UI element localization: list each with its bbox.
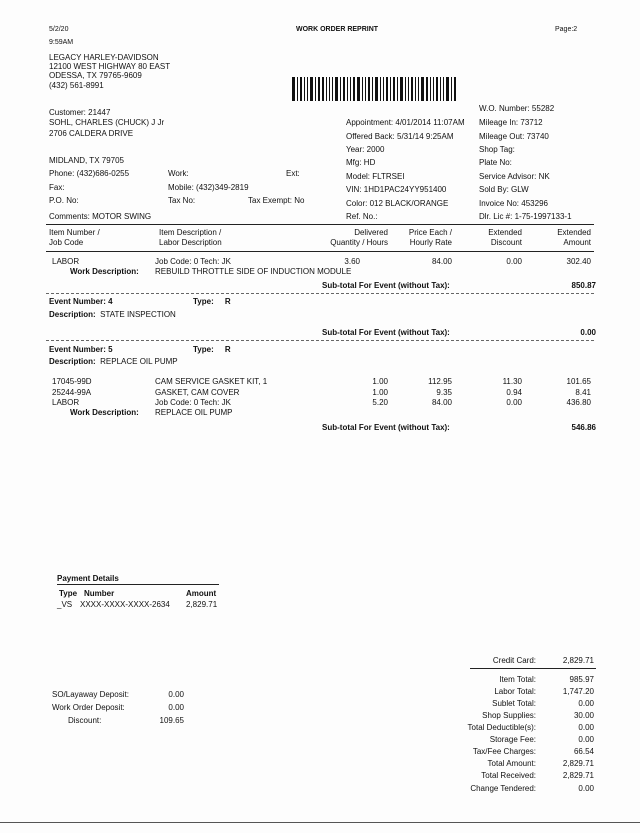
barcode-bar [408,77,409,101]
barcode-bar [357,77,360,101]
fax-label: Fax: [49,183,65,192]
subtotal-label: Sub-total For Event (without Tax): [322,328,450,337]
event-4-top-rule [46,293,594,294]
sold-label: Sold By: [479,185,509,194]
vin-label: VIN: [346,185,362,194]
wo-deposit-label: Work Order Deposit: [52,703,125,712]
event-number-label: Event Number: [49,297,106,306]
customer-city: MIDLAND, TX 79705 [49,156,124,165]
year-label: Year: [346,145,365,154]
advisor-value: NK [538,172,550,181]
col-ext-discount-2: Discount [490,238,522,247]
total-value: 2,829.71 [562,771,594,780]
col-qty-hours: Quantity / Hours [330,238,388,247]
layaway-value: 0.00 [168,690,184,699]
event-number-value: 5 [108,345,113,354]
model-value: FLTRSEI [372,172,405,181]
barcode-bar [332,77,333,101]
row-desc: CAM SERVICE GASKET KIT, 1 [155,377,268,386]
barcode-bar [310,77,313,101]
col-labor-desc: Labor Description [159,238,222,247]
barcode-bar [418,77,419,101]
year-value: 2000 [366,145,385,154]
total-label: Change Tendered: [470,784,536,793]
col-price-each: Price Each / [408,228,452,237]
total-value: 0.00 [578,723,594,732]
discount-value: 109.65 [159,716,184,725]
credit-card-value: 2,829.71 [562,656,594,665]
payment-type-label: Type [59,589,78,598]
invoice-label: Invoice No: [479,199,520,208]
barcode-bar [421,77,424,101]
type-value: R [224,297,231,306]
wo-label: W.O. Number: [479,104,530,113]
ext-label: Ext: [286,169,300,178]
total-value: 66.54 [573,747,594,756]
barcode-bar [347,77,348,101]
advisor-label: Service Advisor: [479,172,537,181]
barcode-bar [350,77,351,101]
barcode-bar [375,77,378,101]
dealer-name: LEGACY HARLEY-DAVIDSON [49,53,159,62]
row-discount: 11.30 [502,377,522,386]
payment-amount: 2,829.71 [186,600,218,609]
work-label: Work: [168,169,189,178]
row-desc: Job Code: 0 Tech: JK [155,398,231,407]
header-top-rule [46,224,594,225]
type-label: Type: [193,345,214,354]
row-price: 84.00 [431,257,452,266]
customer-phone: (432)686-0255 [76,169,130,178]
barcode-bar [440,77,441,101]
ref-label: Ref. No.: [346,212,378,221]
total-value: 2,829.71 [562,759,594,768]
dealer-address1: 12100 WEST HIGHWAY 80 EAST [49,62,171,71]
barcode-bar [297,77,298,101]
total-value: 30.00 [573,711,594,720]
customer-street: 2706 CALDERA DRIVE [49,129,134,138]
barcode-bar [335,77,338,101]
barcode-bar [304,77,305,101]
barcode-bar [430,77,431,101]
col-ext-discount-1: Extended [488,228,522,237]
mileage-out-label: Mileage Out: [479,132,525,141]
row-qty: 3.60 [344,257,360,266]
row-desc: GASKET, CAM COVER [155,388,240,397]
plate-label: Plate No: [479,158,512,167]
page-number: Page:2 [555,26,578,33]
mileage-out-value: 73740 [526,132,549,141]
totals-rule [470,668,596,669]
barcode-graphic [292,77,472,101]
row-item: LABOR [52,398,80,407]
barcode-bar [405,77,406,101]
total-label: Total Amount: [487,759,536,768]
po-label: P.O. No: [49,196,79,205]
row-price: 9.35 [436,388,452,397]
total-label: Labor Total: [494,687,536,696]
barcode-bar [400,77,403,101]
col-item-number: Item Number / [49,228,100,237]
row-price: 84.00 [431,398,452,407]
col-ext-amount-1: Extended [557,228,591,237]
barcode-bar [454,77,456,101]
payment-number-label: Number [84,589,115,598]
total-label: Storage Fee: [489,735,536,744]
row-item: 17045-99D [52,377,92,386]
row-item: LABOR [52,257,80,266]
barcode-bar [340,77,341,101]
color-value: 012 BLACK/ORANGE [369,199,449,208]
layaway-label: SO/Layaway Deposit: [52,690,129,699]
dealer-phone: (432) 561-8991 [49,81,104,90]
col-hourly-rate: Hourly Rate [409,238,452,247]
customer-label: Customer: [49,108,86,117]
comments-label: Comments: [49,212,90,221]
barcode-bar [300,77,302,101]
header-bottom-rule [46,251,594,252]
barcode-bar [443,77,444,101]
barcode-bar [446,77,449,101]
total-value: 0.00 [578,699,594,708]
wo-value: 55282 [531,104,555,113]
description-label: Description: [49,310,96,319]
customer-number: 21447 [88,108,111,117]
work-desc-value: REPLACE OIL PUMP [155,408,233,417]
barcode-bar [362,77,363,101]
total-label: Total Deductible(s): [467,723,536,732]
print-date: 5/2/20 [49,26,69,33]
barcode-bar [380,77,381,101]
col-item-desc: Item Description / [159,228,222,237]
barcode-bar [365,77,366,101]
total-value: 0.00 [578,735,594,744]
subtotal-label: Sub-total For Event (without Tax): [322,281,450,290]
total-value: 985.97 [569,675,594,684]
row-qty: 1.00 [372,388,388,397]
event-number-value: 4 [108,297,113,306]
total-value: 0.00 [578,784,594,793]
total-label: Item Total: [499,675,536,684]
barcode-bar [451,77,452,101]
col-delivered: Delivered [354,228,388,237]
invoice-value: 453296 [521,199,548,208]
subtotal-label: Sub-total For Event (without Tax): [322,423,450,432]
barcode-bar [322,77,324,101]
subtotal-value: 0.00 [580,328,596,337]
appointment-value: 4/01/2014 11:07AM [395,118,465,127]
print-time: 9:59AM [49,39,74,46]
barcode-bar [383,77,384,101]
work-desc-value: REBUILD THROTTLE SIDE OF INDUCTION MODULE [155,267,352,276]
total-label: Sublet Total: [492,699,536,708]
offered-value: 5/31/14 9:25AM [397,132,454,141]
work-desc-label: Work Description: [70,408,139,417]
work-desc-label: Work Description: [70,267,139,276]
subtotal-value: 850.87 [571,281,596,290]
sold-value: GLW [511,185,529,194]
event-number-label: Event Number: [49,345,106,354]
barcode-bar [326,77,327,101]
barcode-bar [415,77,416,101]
taxno-label: Tax No: [168,196,196,205]
color-label: Color: [346,199,368,208]
barcode-bar [353,77,355,101]
row-discount: 0.00 [506,257,522,266]
vin-value: 1HD1PAC24YY951400 [363,185,447,194]
row-amount: 101.65 [566,377,591,386]
mileage-in-label: Mileage In: [479,118,519,127]
payment-number: XXXX-XXXX-XXXX-2634 [80,600,170,609]
total-label: Tax/Fee Charges: [472,747,536,756]
model-label: Model: [346,172,371,181]
dealer-address2: ODESSA, TX 79765-9609 [49,71,142,80]
payment-title-rule [57,584,219,585]
row-amount: 436.80 [566,398,591,407]
subtotal-value: 546.86 [571,423,596,432]
description-value: REPLACE OIL PUMP [100,357,178,366]
appointment-label: Appointment: [346,118,394,127]
dlr-label: Dlr. Lic #: [479,212,513,221]
barcode-bar [292,77,295,101]
barcode-bar [318,77,320,101]
total-label: Shop Supplies: [482,711,536,720]
barcode-bar [436,77,438,101]
barcode-bar [390,77,391,101]
offered-label: Offered Back: [346,132,395,141]
barcode-bar [397,77,398,101]
taxexempt-value: No [294,196,305,205]
barcode-bar [411,77,413,101]
customer-name: SOHL, CHARLES (CHUCK) J Jr [49,118,165,127]
type-label: Type: [193,297,214,306]
col-ext-amount-2: Amount [563,238,591,247]
comments-value: MOTOR SWING [92,212,152,221]
payment-type: _VS [57,600,73,609]
description-value: STATE INSPECTION [100,310,176,319]
barcode-bar [393,77,395,101]
row-amount: 302.40 [566,257,591,266]
barcode-bar [386,77,388,101]
barcode-bar [372,77,373,101]
row-qty: 1.00 [372,377,388,386]
row-price: 112.95 [428,377,452,386]
event-5-top-rule [46,340,594,341]
page-bottom-rule [0,822,640,823]
row-qty: 5.20 [372,398,388,407]
barcode-bar [426,77,428,101]
dlr-value: 1-75-1997133-1 [514,212,572,221]
mfg-label: Mfg: [346,158,362,167]
taxexempt-label: Tax Exempt: [248,196,293,205]
mfg-value: HD [363,158,376,167]
mobile-label: Mobile: [168,183,194,192]
total-value: 1,747.20 [562,687,594,696]
discount-label: Discount: [68,716,102,725]
barcode-bar [343,77,345,101]
type-value: R [224,345,231,354]
credit-card-label: Credit Card: [492,656,536,665]
barcode-bar [433,77,434,101]
barcode-bar [329,77,330,101]
row-amount: 8.41 [575,388,591,397]
barcode-bar [315,77,316,101]
wo-deposit-value: 0.00 [168,703,184,712]
payment-amount-label: Amount [186,589,217,598]
row-discount: 0.94 [506,388,522,397]
report-title: WORK ORDER REPRINT [296,26,379,33]
description-label: Description: [49,357,96,366]
row-item: 25244-99A [52,388,92,397]
row-desc: Job Code: 0 Tech: JK [155,257,231,266]
col-job-code: Job Code [49,238,84,247]
shop-tag-label: Shop Tag: [479,145,515,154]
phone-label: Phone: [49,169,75,178]
row-discount: 0.00 [506,398,522,407]
barcode-bar [368,77,370,101]
barcode-bar [307,77,308,101]
payment-title: Payment Details [57,574,119,583]
mileage-in-value: 73712 [520,118,543,127]
total-label: Total Received: [481,771,536,780]
customer-mobile: (432)349-2819 [196,183,249,192]
